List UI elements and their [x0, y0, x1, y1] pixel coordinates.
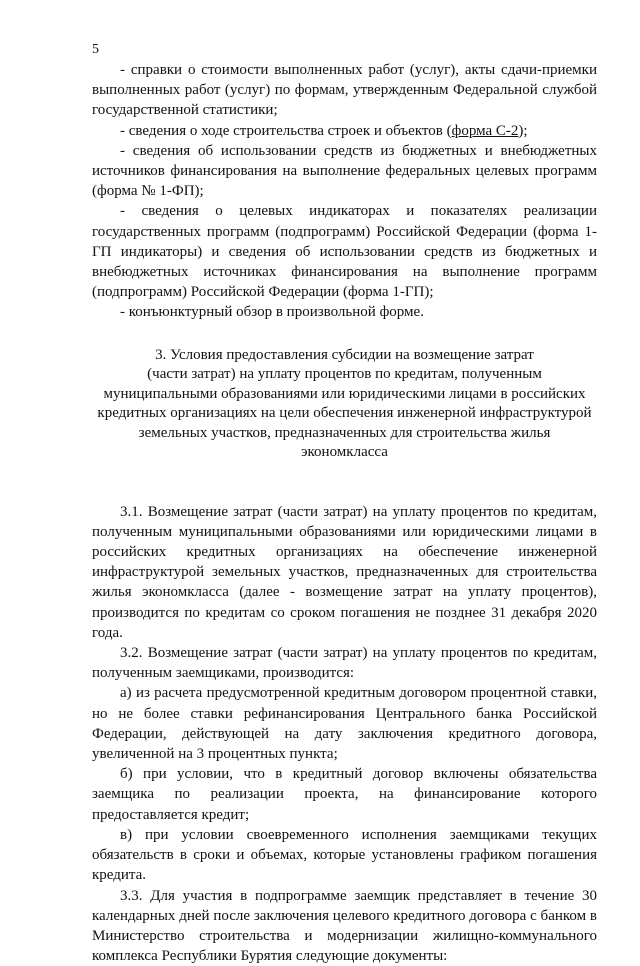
bullet-state-programs: - сведения о целевых индикаторах и показателях реализации государственных программ (подпрограмм) Российской Федерации (форма 1-ГП индикаторы) и сведения об использовании средств из бюджетных и внебюджетных источниках финансирования на выполнение программ (подпрограмм) Российской Федерации (форма 1-ГП); [92, 201, 597, 302]
bullet-construction-progress [92, 121, 597, 141]
section-heading-line: кредитных организациях на цели обеспечения инженерной инфраструктурой [92, 404, 597, 424]
paragraph-3-3: 3.3. Для участия в подпрограмме заемщик представляет в течение 30 календарных дней после заключения целевого кредитного договора с банком в Министерство строительства и модернизации жилищно-коммунального комплекса Республики Бурятия следующие документы: [92, 886, 597, 966]
section-heading-line: экономкласса [92, 443, 597, 463]
bullet-federal-programs: - сведения об использовании средств из бюджетных и внебюджетных источников финансирования на выполнение федеральных целевых программ (форма № 1-ФП); [92, 141, 597, 202]
paragraph-3-2-c: в) при условии своевременного исполнения заемщиками текущих обязательств в сроки и объемах, которые установлены графиком погашения кредита. [92, 825, 597, 886]
paragraph-3-2-a: а) из расчета предусмотренной кредитным договором процентной ставки, но не более ставки рефинансирования Центрального банка Российской Федерации, действующей на дату заключения кредитного договора, увеличенной на 3 процентных пункта; [92, 683, 597, 764]
page-number: 5 [92, 41, 99, 59]
section-heading-line: муниципальными образованиями или юридическими лицами в российских [92, 385, 597, 405]
bullet-construction-progress-text: - сведения о ходе строительства строек и объектов ( [120, 123, 452, 139]
bullet-market-review: - конъюнктурный обзор в произвольной форме. [92, 302, 597, 322]
section-heading-line: 3. Условия предоставления субсидии на возмещение затрат [92, 346, 597, 366]
paragraph-3-2: 3.2. Возмещение затрат (части затрат) на уплату процентов по кредитам, полученным заемщиками, производится: [92, 643, 597, 683]
section-heading-line: (части затрат) на уплату процентов по кредитам, полученным [92, 365, 597, 385]
section-heading-line: земельных участков, предназначенных для строительства жилья [92, 424, 597, 444]
bullet-construction-progress-end: ); [518, 123, 527, 139]
form-s2-link[interactable]: форма С-2 [452, 123, 519, 139]
document-body [92, 60, 597, 966]
section-3-heading [92, 346, 597, 463]
paragraph-3-2-b: б) при условии, что в кредитный договор включены обязательства заемщика по реализации проекта, на финансирование которого предоставляется кредит; [92, 764, 597, 825]
bullet-statistics-forms: - справки о стоимости выполненных работ (услуг), акты сдачи-приемки выполненных работ (услуг) по формам, утвержденным Федеральной службой государственной статистики; [92, 60, 597, 121]
paragraph-3-1: 3.1. Возмещение затрат (части затрат) на уплату процентов по кредитам, полученным муниципальными образованиями или юридическими лицами в российских кредитных организациях на обеспечение инженерной инфраструктурой земельных участков, предназначенных для строительства жилья экономкласса (далее - возмещение затрат на уплату процентов), производится по кредитам со сроком погашения не позднее 31 декабря 2020 года. [92, 502, 597, 643]
section-spacer [92, 463, 597, 502]
